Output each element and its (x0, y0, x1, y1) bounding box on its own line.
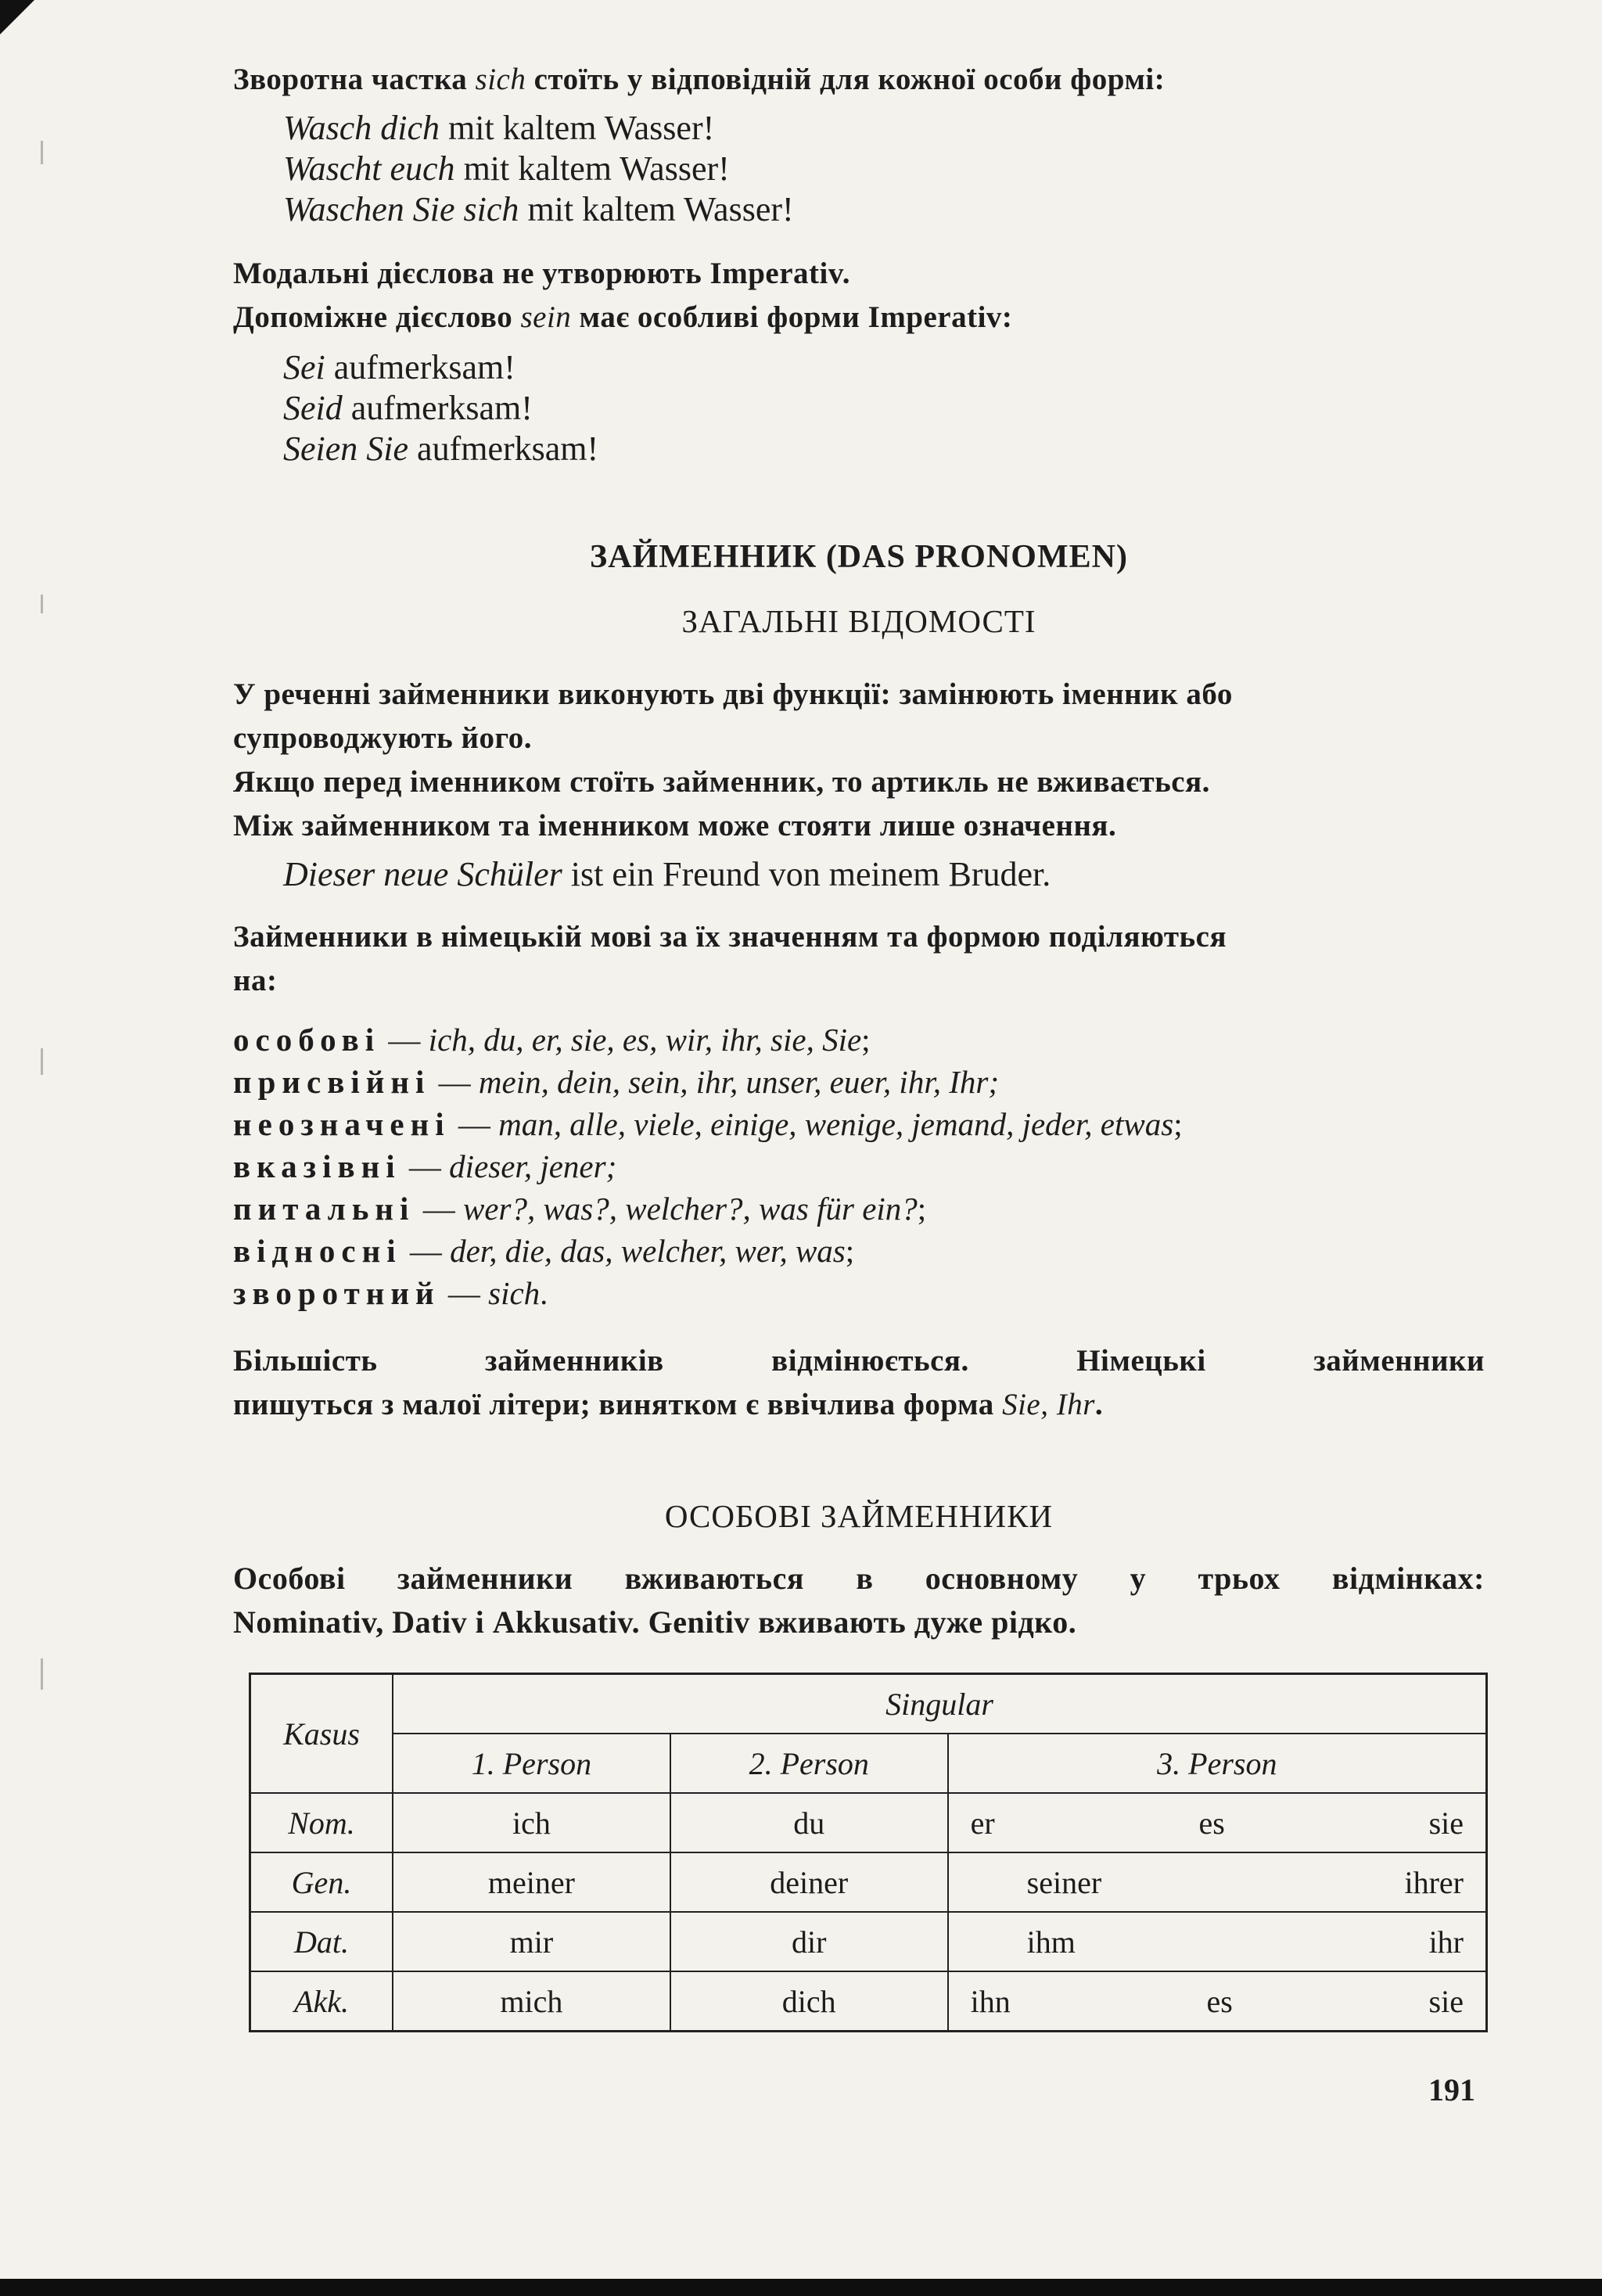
text-italic: Wascht euch (283, 149, 455, 188)
singular-header: Singular (393, 1674, 1487, 1734)
dash: — (380, 1022, 429, 1058)
example-line (283, 108, 1485, 149)
text-italic: Sei (283, 348, 325, 386)
text-italic: sein (520, 300, 572, 334)
example-line (283, 854, 1485, 895)
section-title: ЗАЙМЕННИК (DAS PRONOMEN) (590, 539, 1128, 575)
text: Зворотна частка (233, 63, 476, 96)
dash: — (450, 1106, 499, 1142)
declension-note (233, 1339, 1485, 1427)
dash: — (440, 1275, 489, 1311)
cell: du (670, 1793, 948, 1852)
category-name: неозначені (233, 1106, 451, 1142)
text: Допоміжне дієслово (233, 300, 521, 334)
category-list: wer?, was?, welcher?, was für ein? (462, 1191, 918, 1227)
personal-pronouns-title: ОСОБОВІ ЗАЙМЕННИКИ (664, 1498, 1054, 1534)
case-cell: Gen. (250, 1852, 393, 1912)
text-italic: Seien Sie (283, 429, 409, 468)
form: er (970, 1805, 995, 1841)
cell (948, 1793, 1487, 1852)
cell: mich (393, 1971, 670, 2032)
reflexive-examples (233, 108, 1485, 230)
example-line (283, 347, 1485, 388)
text: mit kaltem Wasser! (440, 109, 715, 147)
cell (948, 1852, 1487, 1912)
category-list: mein, dein, sein, ihr, unser, euer, ihr, Ihr; (478, 1064, 999, 1100)
dash: — (400, 1148, 450, 1184)
category-line (233, 1230, 1485, 1272)
text: пишуться з малої літери; винятком є ввічлива форма (233, 1388, 1003, 1421)
page-content (233, 55, 1485, 1644)
form: ihm (1026, 1924, 1076, 1960)
category-list: der, die, das, welcher, wer, was (450, 1233, 846, 1269)
text: ist ein Freund von meinem Bruder. (562, 855, 1051, 893)
form: sie (1428, 1805, 1464, 1841)
text-italic: Waschen Sie sich (283, 190, 519, 228)
category-line (233, 1019, 1485, 1061)
table-row (250, 1793, 1487, 1852)
case-cell: Nom. (250, 1793, 393, 1852)
text: mit kaltem Wasser! (454, 149, 730, 188)
punct: ; (917, 1191, 927, 1227)
paragraph-line (233, 1383, 1485, 1427)
cell: meiner (393, 1852, 670, 1912)
sein-examples (233, 347, 1485, 469)
form: sie (1428, 1983, 1464, 2019)
paragraph-line: Якщо перед іменником стоїть займенник, то артикль не вживається. (233, 765, 1210, 799)
kasus-header: Kasus (250, 1674, 393, 1794)
pronoun-categories (233, 1019, 1485, 1314)
text: aufmerksam! (325, 348, 515, 386)
text: має особливі форми Imperativ: (571, 300, 1013, 334)
punct: ; (845, 1233, 855, 1269)
margin-mark (41, 1658, 43, 1690)
category-list: sich (488, 1275, 541, 1311)
text: . (1094, 1388, 1104, 1421)
text-italic: Seid (283, 389, 343, 427)
page-number: 191 (1428, 2072, 1475, 2107)
example-line (283, 149, 1485, 189)
cell: ich (393, 1793, 670, 1852)
person-header: 2. Person (670, 1734, 948, 1793)
cell (948, 1912, 1487, 1971)
bottom-edge (0, 2279, 1602, 2296)
paragraph-line: на: (233, 964, 278, 997)
paragraph-line: Між займенником та іменником може стояти лише означення. (233, 809, 1117, 843)
category-list: dieser, jener; (449, 1148, 617, 1184)
case-cell: Akk. (250, 1971, 393, 2032)
personal-intro (233, 1557, 1485, 1644)
table-header-row (250, 1734, 1487, 1793)
category-name: особові (233, 1022, 381, 1058)
subsection-title: ЗАГАЛЬНІ ВІДОМОСТІ (681, 603, 1036, 639)
cell (948, 1971, 1487, 2032)
category-line (233, 1061, 1485, 1103)
category-list: ich, du, er, sie, es, wir, ihr, sie, Sie (428, 1022, 862, 1058)
category-name: зворотний (233, 1275, 440, 1311)
punct: ; (861, 1022, 871, 1058)
text-italic: Dieser neue Schüler (283, 855, 562, 893)
example-line (283, 189, 1485, 230)
general-info (233, 673, 1485, 1003)
category-line (233, 1272, 1485, 1314)
case-cell: Dat. (250, 1912, 393, 1971)
paragraph-line: У реченні займенники виконують дві функції: замінюють іменник або (233, 677, 1233, 711)
text: aufmerksam! (408, 429, 599, 468)
dash: — (415, 1191, 463, 1227)
text-italic: sich (475, 63, 526, 96)
corner-shadow (0, 0, 34, 34)
text: mit kaltem Wasser! (519, 190, 794, 228)
punct: ; (1173, 1106, 1183, 1142)
cell: dir (670, 1912, 948, 1971)
category-name: питальні (233, 1191, 415, 1227)
form: ihn (970, 1983, 1011, 2019)
form: seiner (1026, 1864, 1102, 1900)
category-line (233, 1103, 1485, 1145)
dash: — (430, 1064, 479, 1100)
paragraph-line: Особові займенники вживаються в основному у трьох відмінках: (233, 1561, 1485, 1596)
sein-note (233, 296, 1485, 340)
person-header: 3. Person (948, 1734, 1487, 1793)
person-header: 1. Person (393, 1734, 670, 1793)
form: ihr (1428, 1924, 1464, 1960)
category-name: присвійні (233, 1064, 431, 1100)
margin-mark (41, 141, 43, 164)
category-list: man, alle, viele, einige, wenige, jemand, jeder, etwas (498, 1106, 1174, 1142)
personal-pronoun-table (249, 1673, 1488, 2032)
category-name: відносні (233, 1233, 402, 1269)
cell: dich (670, 1971, 948, 2032)
table-header-row (250, 1674, 1487, 1734)
form: ihrer (1404, 1864, 1464, 1900)
paragraph-line: Nominativ, Dativ і Akkusativ. Genitiv вживають дуже рідко. (233, 1604, 1077, 1640)
dash: — (401, 1233, 451, 1269)
text: стоїть у відповідній для кожної особи формі: (526, 63, 1166, 96)
text-italic: Wasch dich (283, 109, 440, 147)
margin-mark (41, 1048, 43, 1075)
table-row (250, 1852, 1487, 1912)
category-line (233, 1145, 1485, 1188)
table-row (250, 1912, 1487, 1971)
margin-mark (41, 595, 43, 613)
category-line (233, 1188, 1485, 1230)
text: aufmerksam! (342, 389, 533, 427)
example-line (283, 388, 1485, 429)
table-row (250, 1971, 1487, 2032)
form: es (1198, 1805, 1225, 1841)
reflexive-intro (233, 58, 1485, 102)
paragraph-line: Займенники в німецькій мові за їх значенням та формою поділяються (233, 920, 1227, 954)
cell: mir (393, 1912, 670, 1971)
paragraph-line: Більшість займенників відмінюється. Німецькі займенники (233, 1344, 1485, 1378)
cell: deiner (670, 1852, 948, 1912)
example-line (283, 429, 1485, 469)
modal-note: Модальні дієслова не утворюють Imperativ. (233, 257, 850, 290)
punct: . (540, 1275, 548, 1311)
paragraph-line: супроводжують його. (233, 721, 532, 755)
form: es (1206, 1983, 1233, 2019)
text-italic: Sie, Ihr (1002, 1388, 1095, 1421)
category-name: вказівні (233, 1148, 401, 1184)
